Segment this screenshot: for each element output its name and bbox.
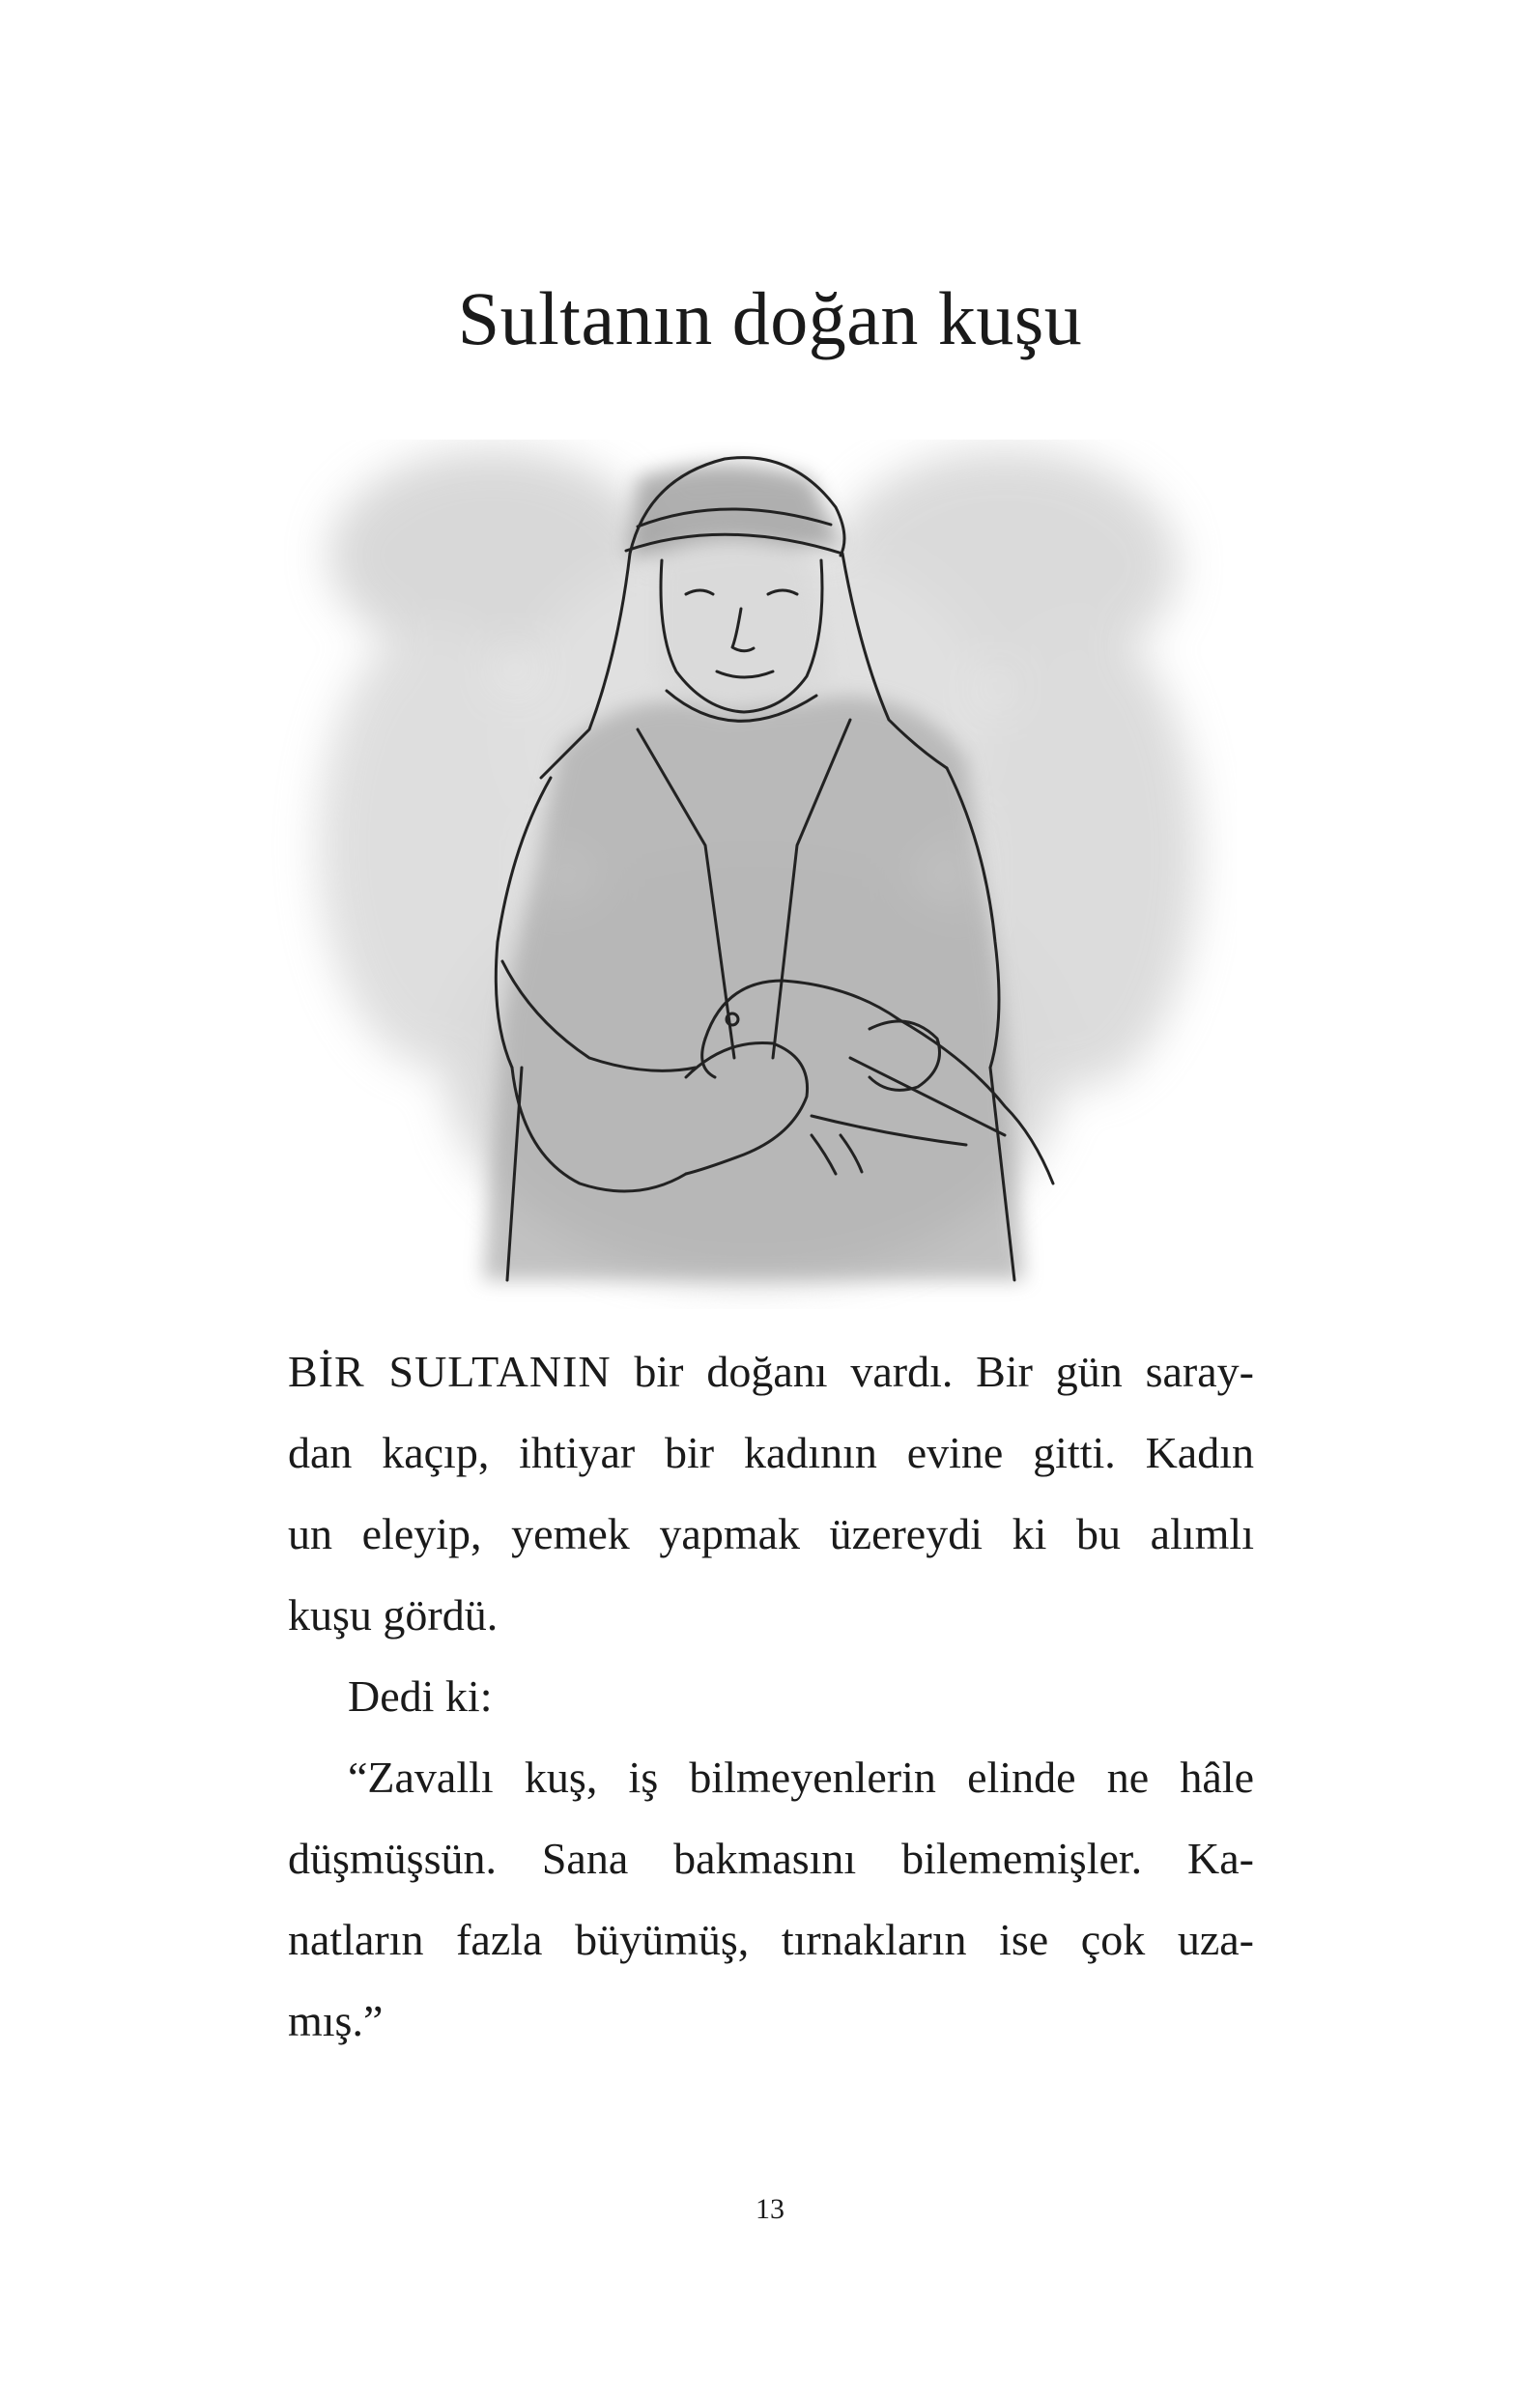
page-number: 13 [756, 2193, 784, 2225]
lead-in-small-caps: BİR SULTANIN [288, 1347, 612, 1396]
text-line: “Zavallı kuş, iş bilmeyenlerin elinde ne hâle [348, 1753, 1254, 1802]
text-line: Dedi ki: [348, 1671, 493, 1721]
paragraph-2 [288, 1656, 1254, 1737]
text-line: un eleyip, yemek yapmak üzereydi ki bu alımlı [288, 1509, 1254, 1558]
text-line: kuşu gördü. [288, 1590, 499, 1640]
old-woman-falcon-illustration [271, 440, 1237, 1309]
story-text [288, 1331, 1254, 2062]
paragraph-3 [288, 1737, 1254, 2062]
text-line: mış.” [288, 1996, 384, 2045]
text-line: dan kaçıp, ihtiyar bir kadının evine gitti. Kadın [288, 1428, 1254, 1477]
text-line: düşmüşsün. Sana bakmasını bilememişler. Ka- [288, 1834, 1254, 1883]
paragraph-1 [288, 1331, 1254, 1656]
text-line: BİR SULTANIN bir doğanı vardı. Bir gün saray- [288, 1347, 1254, 1396]
page-title: Sultanın doğan kuşu [457, 276, 1083, 360]
text-line: natların fazla büyümüş, tırnakların ise çok uza- [288, 1915, 1254, 1964]
